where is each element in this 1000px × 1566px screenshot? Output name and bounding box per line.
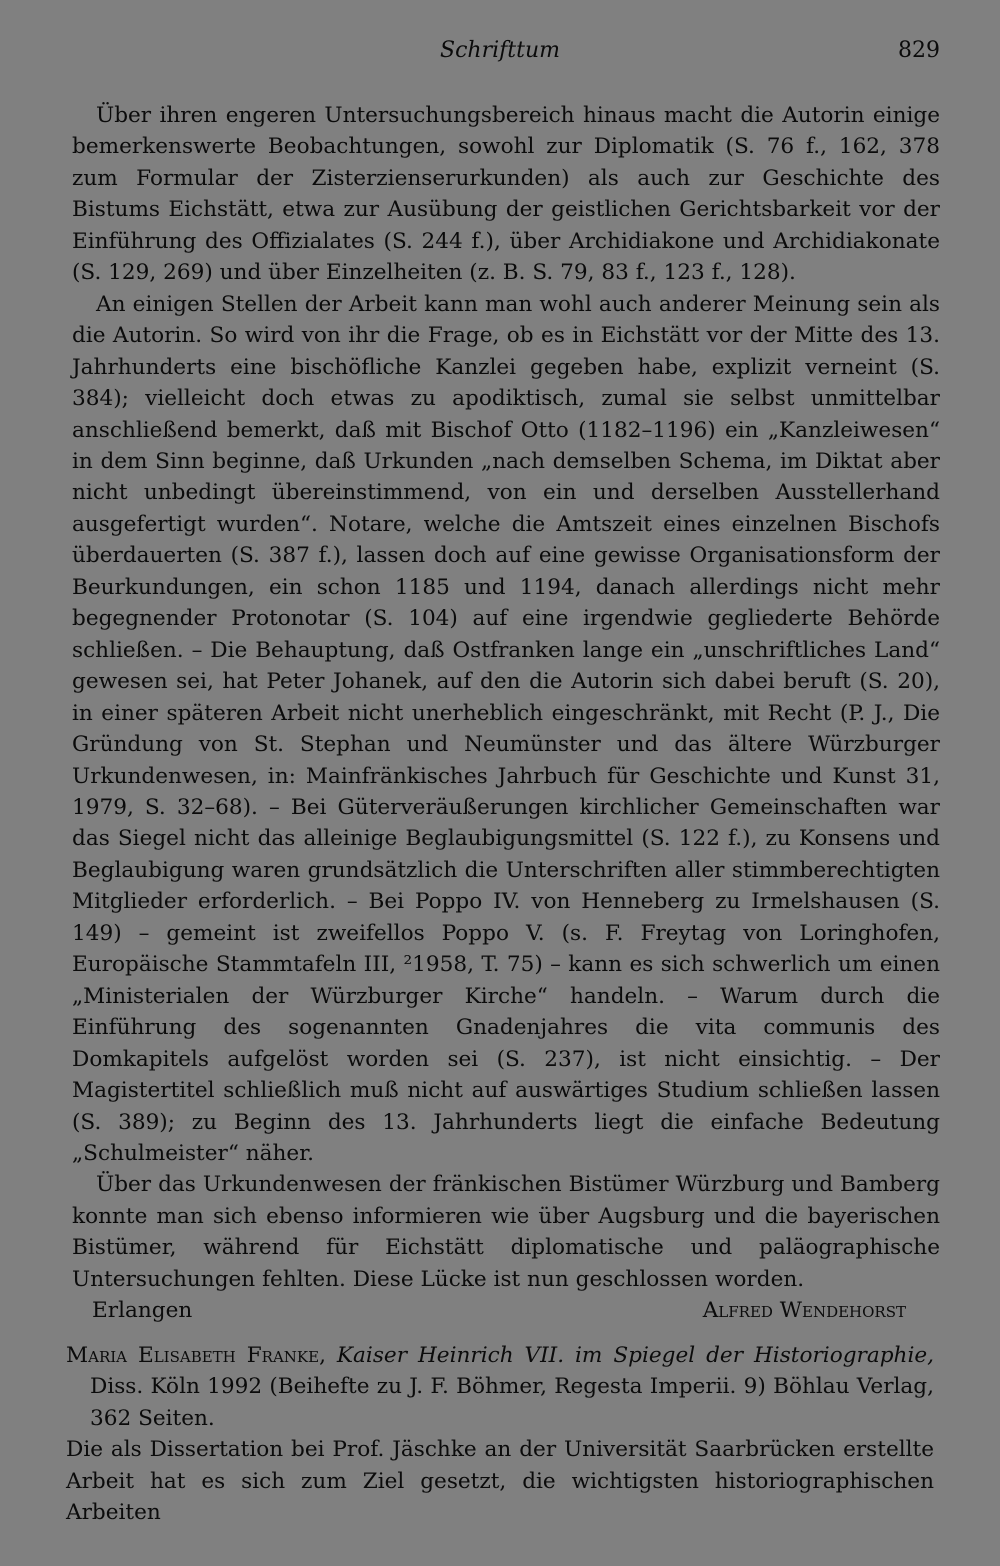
- signature-author: Alfred Wendehorst: [702, 1298, 906, 1324]
- book-title: Kaiser Heinrich VII. im Spiegel der Historiographie,: [336, 1343, 935, 1368]
- book-details: Diss. Köln 1992 (Beihefte zu J. F. Böhmer, Regesta Imperii. 9) Böhlau Verlag, 362 Seiten.: [90, 1374, 934, 1431]
- paragraph-3: Über das Urkundenwesen der fränkischen Bistümer Würzburg und Bamberg konnte man sich ebenso informieren wie über Augsburg und die bayerischen Bistümer, während für Eichstätt diplomatische und paläographische Untersuchungen fehlten. Diese Lücke ist nun geschlossen worden.: [72, 1172, 940, 1292]
- review-body: [72, 100, 940, 1327]
- review-start-text: Die als Dissertation bei Prof. Jäschke an der Universität Saarbrücken erstellte Arbeit hat es sich zum Ziel gesetzt, die wichtigsten historiographischen Arbeiten: [66, 1437, 934, 1526]
- book-author: Maria Elisabeth Franke,: [66, 1343, 326, 1368]
- page-number: 829: [898, 38, 940, 63]
- next-review: [66, 1340, 934, 1529]
- bibliographic-entry: [66, 1340, 934, 1434]
- signature-line: [72, 1295, 940, 1326]
- paragraph-1: Über ihren engeren Untersuchungsbereich hinaus macht die Autorin einige bemerkenswerte Beobachtungen, sowohl zur Diplomatik (S. 76 f., 162, 378 zum Formular der Zisterzienserurkunden) als auch zur Geschichte des Bistums Eichstätt, etwa zur Ausübung der geistlichen Gerichtsbarkeit vor der Einführung des Offizialates (S. 244 f.), über Archidiakone und Archidiakonate (S. 129, 269) und über Einzelheiten (z. B. S. 79, 83 f., 123 f., 128).: [72, 103, 940, 286]
- signature-place: Erlangen: [92, 1298, 193, 1324]
- running-header: Schrifttum: [440, 38, 560, 63]
- paragraph-2: An einigen Stellen der Arbeit kann man wohl auch anderer Meinung sein als die Autorin. So wird von ihr die Frage, ob es in Eichstätt vor der Mitte des 13. Jahrhunderts eine bischöfliche Kanzlei gegeben habe, explizit verneint (S. 384); vielleicht doch etwas zu apodiktisch, zumal sie selbst unmittelbar anschließend bemerkt, daß mit Bischof Otto (1182–1196) ein „Kanzleiwesen“ in dem Sinn beginne, daß Urkunden „nach demselben Schema, im Diktat aber nicht unbedingt übereinstimmend, von ein und derselben Ausstellerhand ausgefertigt wurden“. Notare, welche die Amtszeit eines einzelnen Bischofs überdauerten (S. 387 f.), lassen doch auf eine gewisse Organisationsform der Beurkundungen, ein schon 1185 und 1194, danach allerdings nicht mehr begegnender Protonotar (S. 104) auf eine irgendwie gegliederte Behörde schließen. – Die Behauptung, daß Ostfranken lange ein „unschriftliches Land“ gewesen sei, hat Peter Johanek, auf den die Autorin sich dabei beruft (S. 20), in einer späteren Arbeit nicht unerheblich eingeschränkt, mit Recht (P. J., Die Gründung von St. Stephan und Neumünster und das ältere Würzburger Urkundenwesen, in: Mainfränkisches Jahrbuch für Geschichte und Kunst 31, 1979, S. 32–68). – Bei Güterveräußerungen kirchlicher Gemeinschaften war das Siegel nicht das alleinige Beglaubigungsmittel (S. 122 f.), zu Konsens und Beglaubigung waren grundsätzlich die Unterschriften aller stimmberechtigten Mitglieder erforderlich. – Bei Poppo IV. von Henneberg zu Irmelshausen (S. 149) – gemeint ist zweifellos Poppo V. (s. F. Freytag von Loringhofen, Europäische Stammtafeln III, ²1958, T. 75) – kann es sich schwerlich um einen „Ministerialen der Würzburger Kirche“ handeln. – Warum durch die Einführung des sogenannten Gnadenjahres die vita communis des Domkapitels aufgelöst worden sei (S. 237), ist nicht einsichtig. – Der Magistertitel schließlich muß nicht auf auswärtiges Studium schließen lassen (S. 389); zu Beginn des 13. Jahrhunderts liegt die einfache Bedeutung „Schulmeister“ näher.: [72, 291, 940, 1166]
